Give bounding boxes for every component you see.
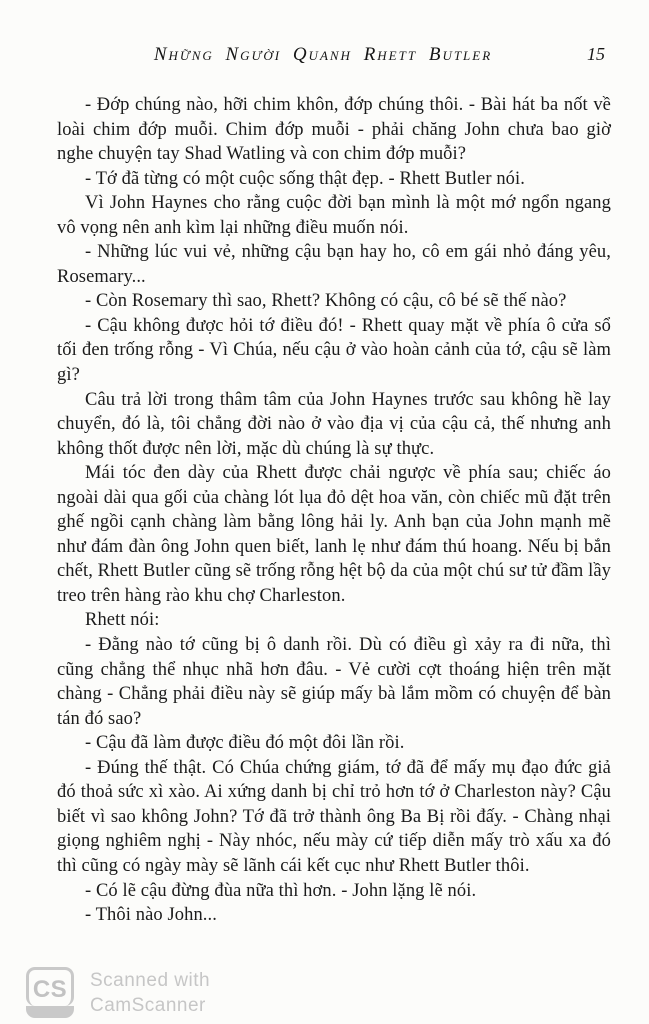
paragraph: - Đằng nào tớ cũng bị ô danh rồi. Dù có điều gì xảy ra đi nữa, thì cũng chẳng thể nhục nhã hơn đâu. - Vẻ cười cợt thoáng hiện trên mặt chàng - Chẳng phải điều này sẽ giúp mấy bà lắm mồm có chuyện để bàn tán đó sao? xyxy=(57,635,611,729)
page-body xyxy=(57,93,611,928)
paragraph: Câu trả lời trong thâm tâm của John Haynes trước sau không hề lay chuyển, đó là, tôi chẳng đời nào ở vào địa vị của cậu cả, thế nhưng anh không thốt được nên lời, mặc dù chúng là sự thực. xyxy=(57,389,611,459)
camscanner-logo-icon xyxy=(26,967,74,1006)
paragraph: - Thôi nào John... xyxy=(85,905,217,926)
paragraph: - Đớp chúng nào, hỡi chim khôn, đớp chúng thôi. - Bài hát ba nốt về loài chim đớp muỗi. Chim đớp muỗi - phải chăng John chưa bao giờ nghe chuyện tay Shad Watling và con chim đớp muỗi? xyxy=(57,95,611,165)
page-header xyxy=(57,44,609,70)
paragraph: Vì John Haynes cho rằng cuộc đời bạn mình là một mớ ngổn ngang vô vọng nên anh kìm lại những điều muốn nói. xyxy=(57,193,611,238)
paragraph: Mái tóc đen dày của Rhett được chải ngược về phía sau; chiếc áo ngoài dài qua gối của chàng lót lụa đỏ dệt hoa văn, còn chiếc mũ đặt trên ghế ngồi cạnh chàng làm bằng lông hải ly. Anh bạn của John mạnh mẽ như đám đàn ông John quen biết, lanh lẹ như đám thú hoang. Nếu bị bắn chết, Rhett Butler cũng sẽ trống rỗng hệt bộ da của một chú sư tử đầm lầy treo trên hàng rào khu chợ Charleston. xyxy=(57,463,611,606)
camscanner-watermark xyxy=(26,967,210,1018)
page-number: 15 xyxy=(587,44,605,64)
paragraph: - Cậu đã làm được điều đó một đôi lần rồi. xyxy=(85,733,405,754)
paragraph: - Còn Rosemary thì sao, Rhett? Không có cậu, cô bé sẽ thế nào? xyxy=(85,291,567,312)
paragraph: - Những lúc vui vẻ, những cậu bạn hay ho, cô em gái nhỏ đáng yêu, Rosemary... xyxy=(57,242,611,287)
paragraph: - Tớ đã từng có một cuộc sống thật đẹp. - Rhett Butler nói. xyxy=(85,168,525,189)
paragraph: - Đúng thế thật. Có Chúa chứng giám, tớ đã để mấy mụ đạo đức giả đó thoả sức xì xào. Ai xứng danh bị chỉ trỏ hơn tớ ở Charleston này? Cậu biết vì sao không John? Tớ đã trở thành ông Ba Bị rồi đấy. - Chàng nhại giọng nghiêm nghị - Này nhóc, nếu mày cứ tiếp diễn mấy trò xấu xa đó thì cũng có ngày mày sẽ lãnh cái kết cục như Rhett Butler thôi. xyxy=(57,757,611,876)
running-title: Những Người Quanh Rhett Butler xyxy=(153,44,493,65)
camscanner-logo-text: CS xyxy=(32,975,68,1003)
camscanner-caption xyxy=(90,968,210,1018)
camscanner-caption-line1: Scanned with xyxy=(90,970,211,991)
camscanner-caption-line2: CamScanner xyxy=(90,995,206,1016)
paragraph: - Cậu không được hỏi tớ điều đó! - Rhett quay mặt về phía ô cửa sổ tối đen trống rỗng - Vì Chúa, nếu cậu ở vào hoàn cảnh của tớ, cậu sẽ làm gì? xyxy=(57,315,611,386)
camscanner-logo-base xyxy=(26,1006,74,1018)
paragraph: - Có lẽ cậu đừng đùa nữa thì hơn. - John lặng lẽ nói. xyxy=(85,880,477,901)
paragraph: Rhett nói: xyxy=(85,610,160,631)
